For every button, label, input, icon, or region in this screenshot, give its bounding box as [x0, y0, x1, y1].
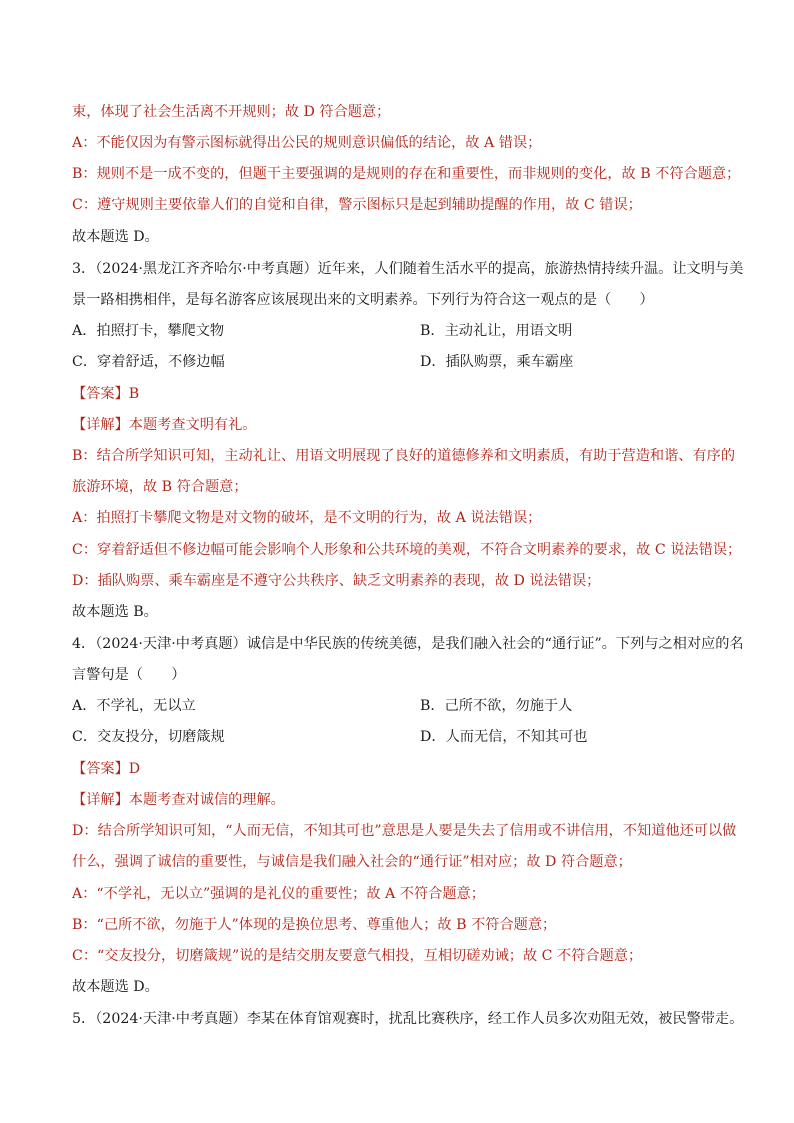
- detail-tag: 【详解】: [72, 417, 129, 433]
- question-3-detail: [72, 415, 734, 435]
- explanation-line: 什么，强调了诚信的重要性，与诚信是我们融入社会的“通行证”相对应；故 D 符合题意；: [72, 854, 632, 870]
- option-c: C．穿着舒适，不修边幅: [72, 354, 225, 370]
- explanation-line: D：插队购票、乘车霸座是不遵守公共秩序、缺乏文明素养的表现，故 D 说法错误；: [72, 573, 601, 589]
- question-4-options-row-1: [72, 696, 734, 716]
- question-4-stem: 4．（2024·天津·中考真题）诚信是中华民族的传统美德，是我们融入社会的“通行证”。下列与之相对应的名: [72, 636, 744, 652]
- question-5-stem: 5．（2024·天津·中考真题）李某在体育馆观赛时，扰乱比赛秩序，经工作人员多次劝阻无效，被民警带走。: [72, 1011, 744, 1027]
- question-4-options-row-2: [72, 727, 734, 747]
- question-3-options-row-1: [72, 321, 734, 341]
- answer-value: B: [128, 386, 140, 402]
- explanation-line: B：结合所学知识可知，主动礼让、用语文明展现了良好的道德修养和文明素质，有助于营造和谐、有序的: [72, 448, 736, 464]
- question-4-stem: 言警句是（ ）: [72, 667, 186, 683]
- conclusion-line: 故本题选 B。: [72, 604, 158, 620]
- explanation-line: A：“不学礼，无以立”强调的是礼仪的重要性；故 A 不符合题意；: [72, 886, 485, 902]
- question-3-stem: 3．（2024·黑龙江齐齐哈尔·中考真题）近年来，人们随着生活水平的提高，旅游热情持续升温。让文明与美: [72, 261, 744, 277]
- option-b: B．主动礼让，用语文明: [420, 323, 573, 339]
- question-3-answer: [72, 384, 734, 404]
- detail-text: 本题考查文明有礼。: [128, 417, 257, 433]
- option-b: B．己所不欲，勿施于人: [420, 698, 573, 714]
- explanation-line: 束，体现了社会生活离不开规则；故 D 符合题意；: [72, 104, 391, 120]
- conclusion-line: 故本题选 D。: [72, 979, 159, 995]
- option-d: D．人而无信，不知其可也: [420, 729, 588, 745]
- answer-tag: 【答案】: [72, 761, 129, 777]
- explanation-line: A：不能仅因为有警示图标就得出公民的规则意识偏低的结论，故 A 错误；: [72, 135, 542, 151]
- option-a: A．拍照打卡，攀爬文物: [72, 323, 225, 339]
- detail-text: 本题考查对诚信的理解。: [128, 792, 285, 808]
- option-c: C．交友投分，切磨箴规: [72, 729, 225, 745]
- explanation-line: C：穿着舒适但不修边幅可能会影响个人形象和公共环境的美观，不符合文明素养的要求，故 C 说法错误；: [72, 542, 742, 558]
- question-3-options-row-2: [72, 352, 734, 372]
- detail-tag: 【详解】: [72, 792, 129, 808]
- explanation-line: A：拍照打卡攀爬文物是对文物的破坏，是不文明的行为，故 A 说法错误；: [72, 510, 542, 526]
- conclusion-line: 故本题选 D。: [72, 229, 159, 245]
- option-d: D．插队购票，乘车霸座: [420, 354, 574, 370]
- explanation-line: B：“己所不欲，勿施于人”体现的是换位思考、尊重他人；故 B 不符合题意；: [72, 917, 557, 933]
- option-a: A．不学礼，无以立: [72, 698, 196, 714]
- explanation-line: C：“交友投分，切磨箴规”说的是结交朋友要意气相投，互相切磋劝诫；故 C 不符合题意；: [72, 948, 643, 964]
- question-4-detail: [72, 790, 734, 810]
- explanation-line: 旅游环境，故 B 符合题意；: [72, 479, 248, 495]
- explanation-line: B：规则不是一成不变的，但题干主要强调的是规则的存在和重要性，而非规则的变化，故 B 不符合题意；: [72, 166, 741, 182]
- question-4-answer: [72, 759, 734, 779]
- answer-value: D: [128, 761, 141, 777]
- explanation-line: C：遵守规则主要依靠人们的自觉和自律，警示图标只是起到辅助提醒的作用，故 C 错误；: [72, 197, 642, 213]
- explanation-line: D：结合所学知识可知，“人而无信，不知其可也”意思是人要是失去了信用或不讲信用，不知道他还可以做: [72, 823, 737, 839]
- question-3-stem: 景一路相携相伴，是每名游客应该展现出来的文明素养。下列行为符合这一观点的是（ ）: [72, 292, 654, 308]
- answer-tag: 【答案】: [72, 386, 129, 402]
